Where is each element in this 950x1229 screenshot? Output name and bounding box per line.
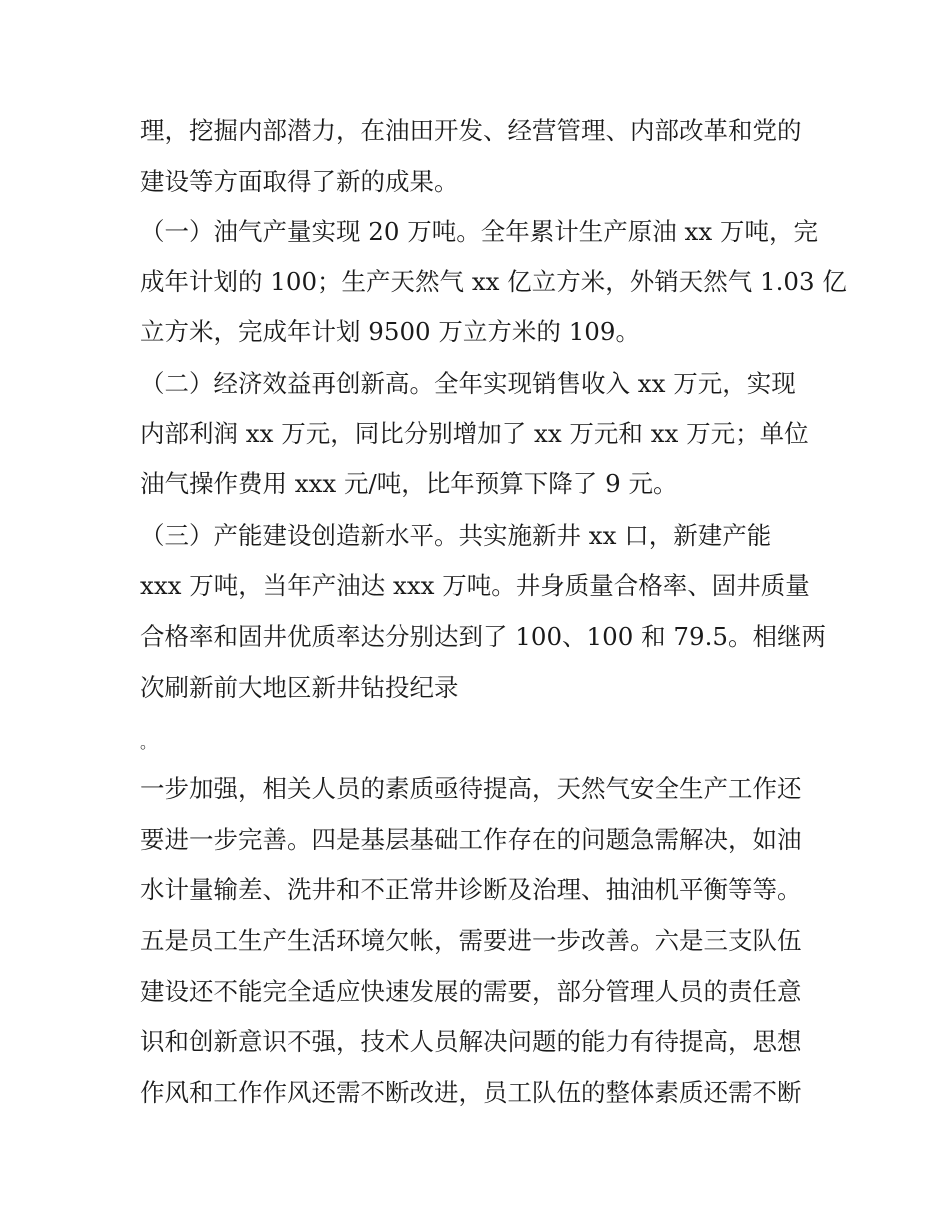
text-line: （二）经济效益再创新高。全年实现销售收入 xx 万元，实现 <box>140 369 796 398</box>
text-line: xxx 万吨，当年产油达 xxx 万吨。井身质量合格率、固井质量 <box>140 571 810 600</box>
text-line: 五是员工生产生活环境欠帐，需要进一步改善。六是三支队伍 <box>140 926 802 955</box>
text-line: 次刷新前大地区新井钻投纪录 <box>140 673 459 702</box>
text-line: 识和创新意识不强，技术人员解决问题的能力有待提高，思想 <box>140 1027 802 1056</box>
text-line: 油气操作费用 xxx 元/吨，比年预算下降了 9 元。 <box>140 469 678 498</box>
text-line: 合格率和固井优质率达分别达到了 100、100 和 79.5。相继两 <box>140 622 826 651</box>
text-line: 立方米，完成年计划 9500 万立方米的 109。 <box>140 317 640 346</box>
stray-period: 。 <box>140 733 157 752</box>
text-line: 一步加强，相关人员的素质亟待提高，天然气安全生产工作还 <box>140 774 802 803</box>
text-line: 理，挖掘内部潜力，在油田开发、经营管理、内部改革和党的 <box>140 116 802 145</box>
text-line: 水计量输差、洗井和不正常井诊断及治理、抽油机平衡等等。 <box>140 875 802 904</box>
text-line: （一）油气产量实现 20 万吨。全年累计生产原油 xx 万吨，完 <box>140 217 818 246</box>
text-line: 要进一步完善。四是基层基础工作存在的问题急需解决，如油 <box>140 825 802 854</box>
text-line: 内部利润 xx 万元，同比分别增加了 xx 万元和 xx 万元；单位 <box>140 419 809 448</box>
text-line: 建设等方面取得了新的成果。 <box>140 167 459 196</box>
text-line: （三）产能建设创造新水平。共实施新井 xx 口，新建产能 <box>140 521 772 550</box>
text-line: 建设还不能完全适应快速发展的需要，部分管理人员的责任意 <box>140 977 802 1006</box>
text-line: 作风和工作作风还需不断改进，员工队伍的整体素质还需不断 <box>140 1078 802 1107</box>
text-line: 成年计划的 100；生产天然气 xx 亿立方米，外销天然气 1.03 亿 <box>140 267 847 296</box>
